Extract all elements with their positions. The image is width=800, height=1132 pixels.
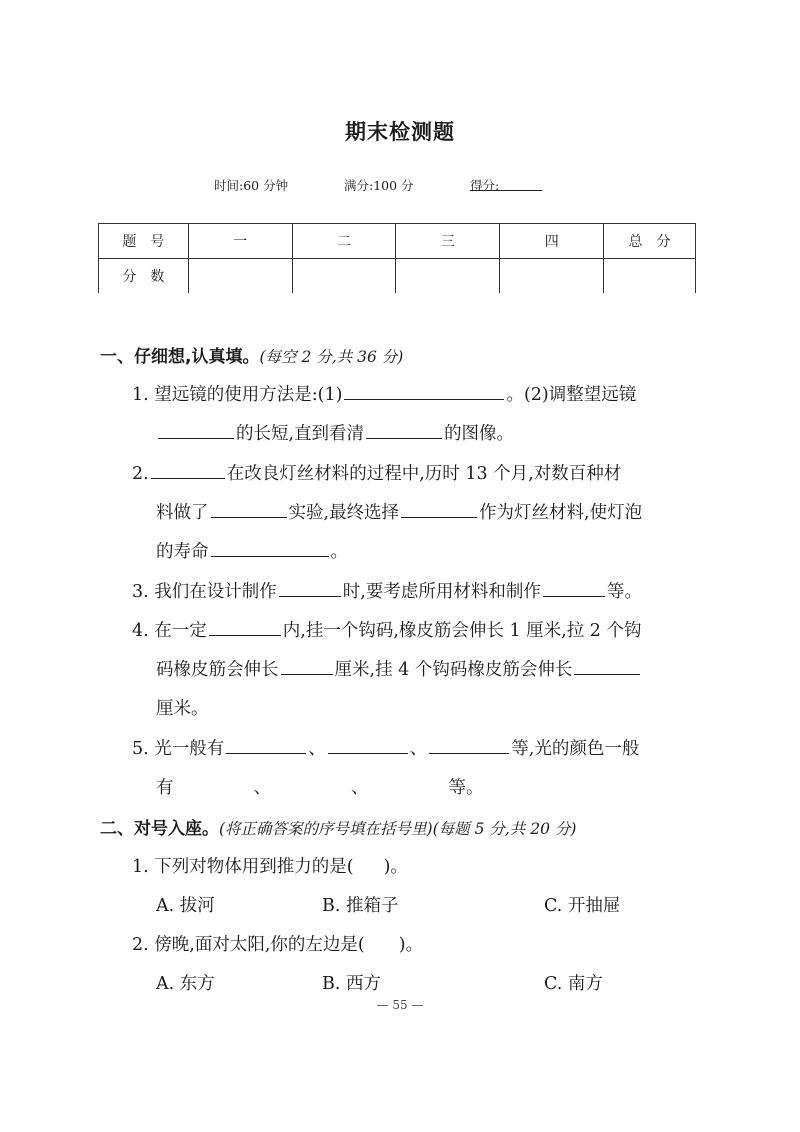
q5-text: 等,光的颜色一般: [511, 739, 640, 759]
s2-q2-option-b: B. 西方: [322, 974, 381, 994]
section1-heading: [100, 342, 403, 367]
s2-q1-option-a: A. 拔河: [156, 896, 215, 916]
q4-text: 厘米。: [156, 699, 209, 719]
q4-blank-3[interactable]: [574, 656, 640, 675]
s2-q1-line: [132, 853, 408, 878]
q3-blank-1[interactable]: [279, 578, 341, 597]
q2-blank-4[interactable]: [211, 538, 329, 557]
q2-text: 作为灯丝材料,使灯泡: [479, 503, 643, 523]
q2-line2: [156, 499, 642, 524]
q4-text: 4. 在一定: [132, 621, 207, 641]
q1-text: 的长短,直到看清: [236, 424, 365, 444]
q2-blank-2[interactable]: [211, 499, 287, 518]
q1-blank-1[interactable]: [344, 381, 504, 400]
score-table-header-cell: 二: [292, 224, 396, 259]
section2-title: 二、对号入座。: [100, 819, 219, 839]
q2-text: 实验,最终选择: [288, 503, 400, 523]
s2-q2-option-c: C. 南方: [544, 974, 603, 994]
page-number: — 55 —: [376, 998, 424, 1012]
q1-line2: [156, 420, 514, 445]
q3-blank-2[interactable]: [543, 578, 605, 597]
s2-q2-text: 2. 傍晚,面对太阳,你的左边是(: [132, 935, 365, 955]
score-table-header-row: [99, 224, 696, 259]
q5-text: 、: [351, 778, 369, 798]
score-table-header-cell: 总 分: [604, 224, 696, 259]
q3-line1: [132, 578, 642, 603]
q4-line2: [156, 656, 642, 681]
s2-q1-text: 1. 下列对物体用到推力的是(: [132, 857, 354, 877]
q5-line2: [156, 774, 484, 799]
q2-text: 料做了: [156, 503, 209, 523]
section2-heading: [100, 814, 576, 839]
s2-q2-option-a: A. 东方: [156, 974, 215, 994]
score-table-row-label: 分 数: [99, 259, 189, 294]
q4-blank-1[interactable]: [209, 617, 281, 636]
score-label: 得分:: [470, 178, 500, 193]
q5-blank-1[interactable]: [226, 735, 306, 754]
q5-blank-3[interactable]: [429, 735, 509, 754]
score-cell[interactable]: [604, 259, 696, 294]
full-score-label: 满分:100 分: [344, 178, 414, 193]
score-table-header-cell: 四: [500, 224, 604, 259]
q2-blank-1[interactable]: [151, 460, 225, 479]
q5-text: 、: [409, 739, 428, 759]
s2-q1-text: )。: [383, 857, 408, 877]
q4-line1: [132, 617, 641, 642]
q5-text: 等。: [448, 778, 484, 798]
q2-text: 。: [330, 542, 348, 562]
score-blank[interactable]: [470, 176, 542, 191]
section1-note: (每空 2 分,共 36 分): [259, 348, 404, 366]
q2-text: 的寿命: [156, 542, 209, 562]
score-table-header-cell: 一: [188, 224, 292, 259]
time-label: 时间:60 分钟: [214, 178, 289, 193]
q1-blank-3[interactable]: [366, 420, 442, 439]
section1-title: 一、仔细想,认真填。: [100, 347, 260, 367]
q1-text: 。(2)调整望远镜: [506, 385, 637, 405]
score-table: [98, 223, 696, 293]
q1-line1: [132, 381, 636, 406]
q4-text: 码橡皮筋会伸长: [156, 660, 279, 680]
q5-blank-2[interactable]: [328, 735, 408, 754]
q2-line3: [156, 538, 348, 563]
score-table-header-cell: 三: [396, 224, 500, 259]
q5-line1: [132, 735, 639, 760]
q3-text: 等。: [606, 582, 642, 602]
q5-text: 有: [156, 778, 174, 798]
q5-text: 5. 光一般有: [132, 739, 225, 759]
q1-blank-2[interactable]: [158, 420, 234, 439]
q3-text: 3. 我们在设计制作: [132, 582, 277, 602]
s2-q2-text: )。: [398, 935, 424, 955]
q5-text: 、: [253, 778, 271, 798]
q2-line1: [132, 460, 621, 485]
page-title: 期末检测题: [345, 120, 455, 144]
q2-text: 2.: [132, 464, 149, 484]
q3-text: 时,要考虑所用材料和制作: [342, 582, 541, 602]
q4-text: 内,挂一个钩码,橡皮筋会伸长 1 厘米,拉 2 个钩: [282, 621, 642, 641]
section2-note: (将正确答案的序号填在括号里)(每题 5 分,共 20 分): [219, 820, 577, 838]
score-cell[interactable]: [188, 259, 292, 294]
q4-line3: [156, 695, 209, 720]
s2-q1-option-b: B. 推箱子: [322, 896, 399, 916]
score-cell[interactable]: [292, 259, 396, 294]
score-cell[interactable]: [396, 259, 500, 294]
score-table-score-row: [99, 259, 696, 294]
score-table-header-cell: 题 号: [99, 224, 189, 259]
s2-q2-line: [132, 931, 423, 956]
q2-blank-3[interactable]: [401, 499, 477, 518]
q5-text: 、: [308, 739, 326, 759]
q1-text: 的图像。: [444, 424, 515, 444]
q2-text: 在改良灯丝材料的过程中,历时 13 个月,对数百种材: [226, 464, 622, 484]
q4-blank-2[interactable]: [281, 656, 333, 675]
s2-q1-option-c: C. 开抽屉: [544, 896, 621, 916]
score-cell[interactable]: [500, 259, 604, 294]
q1-text: 1. 望远镜的使用方法是:(1): [132, 385, 343, 405]
q4-text: 厘米,挂 4 个钩码橡皮筋会伸长: [334, 660, 573, 680]
